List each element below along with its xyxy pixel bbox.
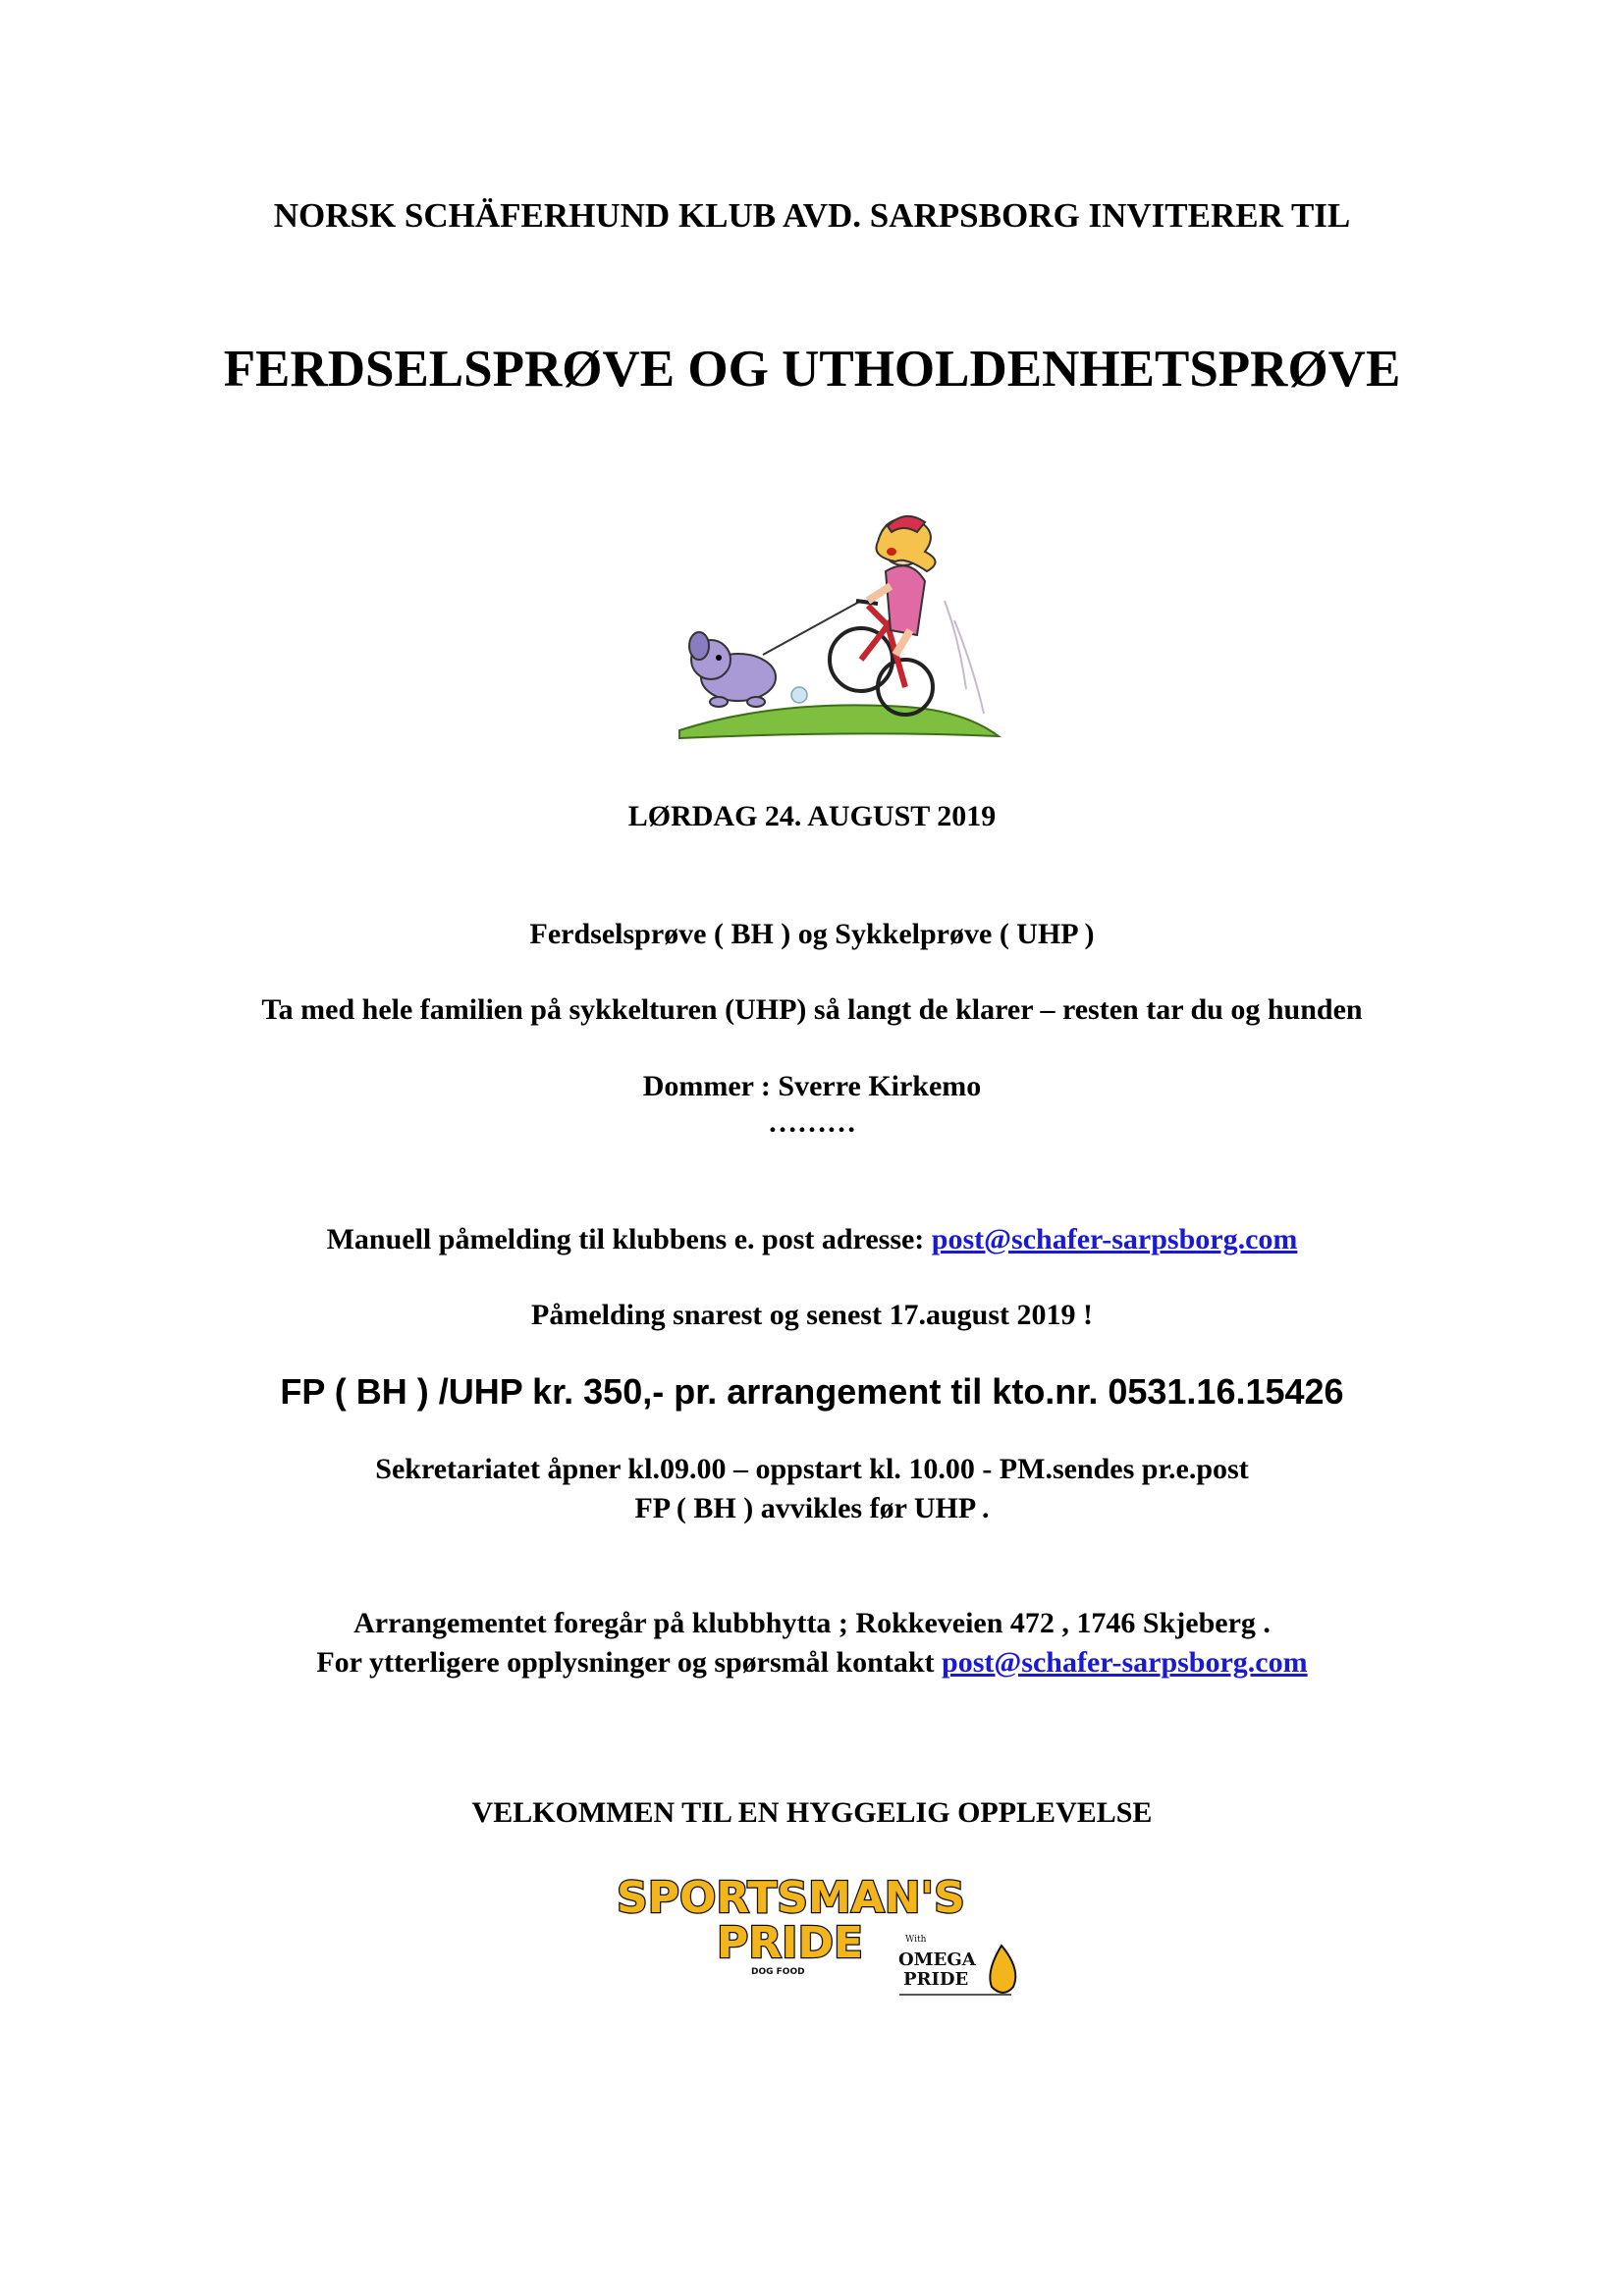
signup-deadline: Påmelding snarest og senest 17.august 2019 ! — [531, 1299, 1093, 1331]
page-title: FERDSELSPRØVE OG UTHOLDENHETSPRØVE — [223, 341, 1401, 398]
event-date: LØRDAG 24. AUGUST 2019 — [627, 800, 997, 832]
event-types: Ferdselsprøve ( BH ) og Sykkelprøve ( UHP ) — [529, 918, 1095, 950]
signup-line — [0, 1223, 1624, 1256]
test-order: FP ( BH ) avvikles før UHP . — [634, 1492, 990, 1524]
omega-line1: OMEGA — [898, 1949, 976, 1970]
contact-email-link[interactable]: post@schafer-sarpsborg.com — [942, 1646, 1308, 1679]
welcome-line: VELKOMMEN TIL EN HYGGELIG OPPLEVELSE — [471, 1796, 1153, 1829]
sportsmans-pride-logo — [609, 1863, 1041, 2010]
signup-email-link[interactable]: post@schafer-sarpsborg.com — [931, 1223, 1298, 1255]
club-invitation-line: NORSK SCHÄFERHUND KLUB AVD. SARPSBORG INVITERER TIL — [273, 196, 1351, 235]
judge-line: Dommer : Sverre Kirkemo — [642, 1070, 982, 1102]
contact-text: For ytterligere opplysninger og spørsmål kontakt — [316, 1646, 943, 1679]
cyclist-with-dog-icon — [660, 503, 1013, 748]
price-line: FP ( BH ) /UHP kr. 350,- pr. arrangement til kto.nr. 0531.16.15426 — [280, 1371, 1344, 1412]
omega-line2: PRIDE — [903, 1969, 969, 1990]
sponsor-line1: SPORTSMAN'S — [617, 1873, 965, 1923]
contact-line — [0, 1646, 1624, 1680]
signup-text: Manuell påmelding til klubbens e. post adresse: — [326, 1223, 932, 1255]
family-note: Ta med hele familien på sykkelturen (UHP) så langt de klarer – resten tar du og hunden — [261, 993, 1363, 1026]
sponsor-with: With — [905, 1935, 927, 1945]
location-line: Arrangementet foregår på klubbhytta ; Rokkeveien 472 , 1746 Skjeberg . — [353, 1607, 1271, 1639]
sponsor-line2: PRIDE — [717, 1918, 864, 1968]
omega-drop-icon — [990, 1946, 1015, 1993]
sponsor-sub: DOG FOOD — [751, 1967, 805, 1977]
secretariat-hours: Sekretariatet åpner kl.09.00 – oppstart kl. 10.00 - PM.sendes pr.e.post — [375, 1453, 1249, 1485]
dotted-separator: ……… — [768, 1106, 856, 1139]
